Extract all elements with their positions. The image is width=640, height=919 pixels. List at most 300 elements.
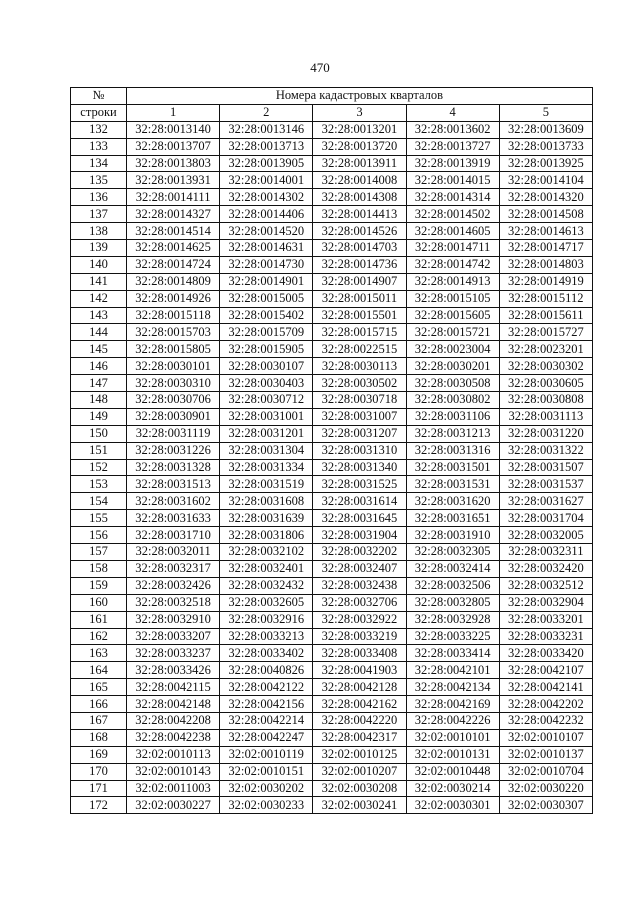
row-number-cell: 140 [71, 256, 127, 273]
table-row [71, 223, 593, 240]
cadastral-number-cell: 32:28:0031507 [499, 459, 592, 476]
cadastral-number-cell: 32:28:0030508 [406, 375, 499, 392]
cadastral-number-cell: 32:28:0031007 [313, 408, 406, 425]
table-row [71, 290, 593, 307]
cadastral-number-cell: 32:28:0032506 [406, 577, 499, 594]
cadastral-number-cell: 32:28:0031001 [220, 408, 313, 425]
cadastral-number-cell: 32:28:0031513 [127, 476, 220, 493]
table-row [71, 172, 593, 189]
row-number-cell: 145 [71, 341, 127, 358]
cadastral-number-cell: 32:02:0030208 [313, 780, 406, 797]
cadastral-number-cell: 32:02:0010143 [127, 763, 220, 780]
table-row [71, 307, 593, 324]
column-number: 1 [127, 104, 220, 121]
cadastral-number-cell: 32:28:0042247 [220, 729, 313, 746]
table-row [71, 527, 593, 544]
row-number-cell: 164 [71, 662, 127, 679]
table-row [71, 763, 593, 780]
cadastral-number-cell: 32:02:0030307 [499, 797, 592, 814]
cadastral-number-cell: 32:28:0014001 [220, 172, 313, 189]
cadastral-number-cell: 32:28:0014809 [127, 273, 220, 290]
cadastral-number-cell: 32:28:0031501 [406, 459, 499, 476]
table-row [71, 611, 593, 628]
cadastral-number-cell: 32:28:0015703 [127, 324, 220, 341]
table-row [71, 476, 593, 493]
cadastral-number-cell: 32:28:0033231 [499, 628, 592, 645]
table-row [71, 459, 593, 476]
cadastral-number-cell: 32:28:0014406 [220, 206, 313, 223]
table-row [71, 594, 593, 611]
table-row [71, 560, 593, 577]
cadastral-number-cell: 32:28:0042156 [220, 696, 313, 713]
cadastral-number-cell: 32:28:0014901 [220, 273, 313, 290]
cadastral-number-cell: 32:02:0030214 [406, 780, 499, 797]
cadastral-number-cell: 32:28:0032432 [220, 577, 313, 594]
cadastral-number-cell: 32:28:0033207 [127, 628, 220, 645]
cadastral-number-cell: 32:28:0042208 [127, 712, 220, 729]
cadastral-number-cell: 32:28:0015715 [313, 324, 406, 341]
header-group: Номера кадастровых кварталов [127, 88, 593, 105]
cadastral-number-cell: 32:28:0032407 [313, 560, 406, 577]
table-row [71, 797, 593, 814]
cadastral-number-cell: 32:28:0030901 [127, 408, 220, 425]
cadastral-number-cell: 32:28:0031119 [127, 425, 220, 442]
cadastral-number-cell: 32:28:0014742 [406, 256, 499, 273]
cadastral-number-cell: 32:28:0015112 [499, 290, 592, 307]
table-row [71, 577, 593, 594]
cadastral-number-cell: 32:28:0032420 [499, 560, 592, 577]
cadastral-number-cell: 32:02:0010704 [499, 763, 592, 780]
table-row [71, 712, 593, 729]
cadastral-number-cell: 32:02:0010131 [406, 746, 499, 763]
row-number-cell: 154 [71, 493, 127, 510]
cadastral-number-cell: 32:28:0013720 [313, 138, 406, 155]
cadastral-number-cell: 32:02:0030233 [220, 797, 313, 814]
cadastral-number-cell: 32:28:0031710 [127, 527, 220, 544]
table-row [71, 189, 593, 206]
table-row [71, 442, 593, 459]
cadastral-number-cell: 32:28:0013905 [220, 155, 313, 172]
cadastral-number-cell: 32:28:0014015 [406, 172, 499, 189]
table-row [71, 729, 593, 746]
cadastral-number-cell: 32:28:0042107 [499, 662, 592, 679]
cadastral-number-cell: 32:28:0030808 [499, 392, 592, 409]
cadastral-number-cell: 32:28:0031602 [127, 493, 220, 510]
row-number-cell: 134 [71, 155, 127, 172]
row-number-cell: 139 [71, 240, 127, 257]
cadastral-number-cell: 32:28:0015605 [406, 307, 499, 324]
cadastral-number-cell: 32:28:0015709 [220, 324, 313, 341]
cadastral-number-cell: 32:28:0031328 [127, 459, 220, 476]
cadastral-number-cell: 32:28:0033213 [220, 628, 313, 645]
cadastral-number-cell: 32:28:0015402 [220, 307, 313, 324]
cadastral-number-cell: 32:28:0032706 [313, 594, 406, 611]
row-number-cell: 163 [71, 645, 127, 662]
row-number-cell: 167 [71, 712, 127, 729]
table-row [71, 746, 593, 763]
cadastral-number-cell: 32:28:0042214 [220, 712, 313, 729]
row-number-cell: 168 [71, 729, 127, 746]
cadastral-number-cell: 32:02:0010107 [499, 729, 592, 746]
cadastral-number-cell: 32:28:0015011 [313, 290, 406, 307]
row-number-cell: 133 [71, 138, 127, 155]
cadastral-number-cell: 32:28:0031525 [313, 476, 406, 493]
cadastral-number-cell: 32:28:0015727 [499, 324, 592, 341]
row-number-cell: 150 [71, 425, 127, 442]
row-number-cell: 172 [71, 797, 127, 814]
cadastral-number-cell: 32:28:0032928 [406, 611, 499, 628]
cadastral-number-cell: 32:28:0014613 [499, 223, 592, 240]
cadastral-number-cell: 32:28:0031226 [127, 442, 220, 459]
cadastral-number-cell: 32:28:0042220 [313, 712, 406, 729]
cadastral-number-cell: 32:28:0030605 [499, 375, 592, 392]
cadastral-number-cell: 32:28:0031645 [313, 510, 406, 527]
cadastral-number-cell: 32:28:0032922 [313, 611, 406, 628]
column-number: 3 [313, 104, 406, 121]
cadastral-number-cell: 32:28:0042134 [406, 679, 499, 696]
cadastral-number-cell: 32:28:0042238 [127, 729, 220, 746]
cadastral-number-cell: 32:28:0014605 [406, 223, 499, 240]
cadastral-number-cell: 32:28:0032102 [220, 544, 313, 561]
cadastral-number-cell: 32:28:0014926 [127, 290, 220, 307]
row-number-cell: 137 [71, 206, 127, 223]
table-row [71, 273, 593, 290]
row-number-cell: 146 [71, 358, 127, 375]
cadastral-number-cell: 32:28:0023004 [406, 341, 499, 358]
cadastral-number-cell: 32:28:0031904 [313, 527, 406, 544]
cadastral-number-cell: 32:02:0010207 [313, 763, 406, 780]
cadastral-number-cell: 32:28:0014625 [127, 240, 220, 257]
cadastral-number-cell: 32:28:0014308 [313, 189, 406, 206]
row-number-cell: 162 [71, 628, 127, 645]
table-row [71, 662, 593, 679]
cadastral-number-cell: 32:28:0032512 [499, 577, 592, 594]
cadastral-number-cell: 32:28:0014803 [499, 256, 592, 273]
cadastral-number-cell: 32:28:0014703 [313, 240, 406, 257]
cadastral-number-cell: 32:28:0013911 [313, 155, 406, 172]
table-row [71, 375, 593, 392]
cadastral-number-cell: 32:28:0031220 [499, 425, 592, 442]
table-row [71, 544, 593, 561]
table-row [71, 510, 593, 527]
table-row [71, 256, 593, 273]
row-number-cell: 132 [71, 121, 127, 138]
cadastral-number-cell: 32:28:0022515 [313, 341, 406, 358]
cadastral-number-cell: 32:28:0013727 [406, 138, 499, 155]
cadastral-number-cell: 32:28:0014730 [220, 256, 313, 273]
table-row [71, 679, 593, 696]
cadastral-number-cell: 32:28:0031704 [499, 510, 592, 527]
cadastral-number-cell: 32:28:0014913 [406, 273, 499, 290]
cadastral-number-cell: 32:28:0032305 [406, 544, 499, 561]
row-number-cell: 138 [71, 223, 127, 240]
cadastral-number-cell: 32:28:0031304 [220, 442, 313, 459]
cadastral-number-cell: 32:28:0031310 [313, 442, 406, 459]
cadastral-number-cell: 32:28:0014008 [313, 172, 406, 189]
cadastral-number-cell: 32:28:0013925 [499, 155, 592, 172]
cadastral-number-cell: 32:02:0010137 [499, 746, 592, 763]
cadastral-number-cell: 32:28:0042122 [220, 679, 313, 696]
cadastral-number-cell: 32:28:0030302 [499, 358, 592, 375]
cadastral-number-cell: 32:28:0013803 [127, 155, 220, 172]
row-number-cell: 171 [71, 780, 127, 797]
cadastral-number-cell: 32:28:0032805 [406, 594, 499, 611]
cadastral-number-cell: 32:28:0032202 [313, 544, 406, 561]
cadastral-number-cell: 32:28:0014514 [127, 223, 220, 240]
cadastral-number-cell: 32:28:0015105 [406, 290, 499, 307]
cadastral-number-cell: 32:28:0013201 [313, 121, 406, 138]
row-number-cell: 135 [71, 172, 127, 189]
header-no: № [71, 88, 127, 105]
table-row [71, 240, 593, 257]
cadastral-number-cell: 32:28:0015721 [406, 324, 499, 341]
table-row [71, 155, 593, 172]
cadastral-number-cell: 32:28:0042162 [313, 696, 406, 713]
cadastral-number-cell: 32:28:0031334 [220, 459, 313, 476]
cadastral-number-cell: 32:02:0010101 [406, 729, 499, 746]
cadastral-number-cell: 32:28:0042232 [499, 712, 592, 729]
row-number-cell: 158 [71, 560, 127, 577]
cadastral-number-cell: 32:28:0031113 [499, 408, 592, 425]
cadastral-number-cell: 32:28:0033420 [499, 645, 592, 662]
cadastral-number-cell: 32:28:0014413 [313, 206, 406, 223]
cadastral-number-cell: 32:28:0014711 [406, 240, 499, 257]
row-number-cell: 144 [71, 324, 127, 341]
cadastral-number-cell: 32:28:0014104 [499, 172, 592, 189]
cadastral-number-cell: 32:28:0032426 [127, 577, 220, 594]
table-body [71, 121, 593, 814]
cadastral-number-cell: 32:28:0032910 [127, 611, 220, 628]
cadastral-number-cell: 32:28:0014314 [406, 189, 499, 206]
row-number-cell: 136 [71, 189, 127, 206]
cadastral-number-cell: 32:28:0042128 [313, 679, 406, 696]
row-number-cell: 142 [71, 290, 127, 307]
cadastral-number-cell: 32:02:0030227 [127, 797, 220, 814]
cadastral-number-cell: 32:28:0030718 [313, 392, 406, 409]
cadastral-number-cell: 32:02:0030301 [406, 797, 499, 814]
cadastral-number-cell: 32:28:0014111 [127, 189, 220, 206]
cadastral-number-cell: 32:28:0030113 [313, 358, 406, 375]
cadastral-number-cell: 32:28:0033408 [313, 645, 406, 662]
cadastral-number-cell: 32:28:0031614 [313, 493, 406, 510]
table-row [71, 780, 593, 797]
cadastral-number-cell: 32:28:0031106 [406, 408, 499, 425]
table-row [71, 206, 593, 223]
cadastral-number-cell: 32:28:0033402 [220, 645, 313, 662]
cadastral-number-cell: 32:28:0014907 [313, 273, 406, 290]
cadastral-number-cell: 32:28:0032005 [499, 527, 592, 544]
row-number-cell: 149 [71, 408, 127, 425]
cadastral-number-cell: 32:28:0030712 [220, 392, 313, 409]
cadastral-number-cell: 32:28:0042317 [313, 729, 406, 746]
cadastral-number-cell: 32:28:0023201 [499, 341, 592, 358]
cadastral-number-cell: 32:28:0031633 [127, 510, 220, 527]
cadastral-number-cell: 32:02:0010119 [220, 746, 313, 763]
cadastral-number-cell: 32:28:0031627 [499, 493, 592, 510]
cadastral-number-cell: 32:02:0011003 [127, 780, 220, 797]
cadastral-number-cell: 32:28:0013733 [499, 138, 592, 155]
cadastral-number-cell: 32:28:0014919 [499, 273, 592, 290]
cadastral-number-cell: 32:28:0013602 [406, 121, 499, 138]
cadastral-number-cell: 32:28:0014327 [127, 206, 220, 223]
cadastral-number-cell: 32:28:0031651 [406, 510, 499, 527]
cadastral-number-cell: 32:28:0031213 [406, 425, 499, 442]
cadastral-number-cell: 32:28:0014526 [313, 223, 406, 240]
cadastral-number-cell: 32:28:0030201 [406, 358, 499, 375]
cadastral-number-cell: 32:28:0042141 [499, 679, 592, 696]
header-row-top [71, 88, 593, 105]
row-number-cell: 161 [71, 611, 127, 628]
row-number-cell: 147 [71, 375, 127, 392]
cadastral-number-cell: 32:28:0015118 [127, 307, 220, 324]
cadastral-number-cell: 32:28:0014508 [499, 206, 592, 223]
cadastral-number-cell: 32:28:0013713 [220, 138, 313, 155]
row-number-cell: 170 [71, 763, 127, 780]
cadastral-table [70, 87, 593, 814]
cadastral-number-cell: 32:28:0033219 [313, 628, 406, 645]
row-number-cell: 143 [71, 307, 127, 324]
cadastral-number-cell: 32:28:0042169 [406, 696, 499, 713]
column-number: 5 [499, 104, 592, 121]
table-row [71, 493, 593, 510]
cadastral-number-cell: 32:28:0031910 [406, 527, 499, 544]
cadastral-number-cell: 32:28:0032605 [220, 594, 313, 611]
row-number-cell: 160 [71, 594, 127, 611]
cadastral-number-cell: 32:28:0033237 [127, 645, 220, 662]
cadastral-number-cell: 32:28:0014502 [406, 206, 499, 223]
page-number: 470 [310, 60, 330, 75]
cadastral-number-cell: 32:28:0014320 [499, 189, 592, 206]
row-number-cell: 156 [71, 527, 127, 544]
cadastral-number-cell: 32:28:0015611 [499, 307, 592, 324]
cadastral-number-cell: 32:28:0030502 [313, 375, 406, 392]
cadastral-number-cell: 32:28:0042101 [406, 662, 499, 679]
cadastral-number-cell: 32:28:0031537 [499, 476, 592, 493]
cadastral-number-cell: 32:28:0013931 [127, 172, 220, 189]
table-row [71, 696, 593, 713]
cadastral-number-cell: 32:28:0031201 [220, 425, 313, 442]
cadastral-number-cell: 32:28:0030101 [127, 358, 220, 375]
row-number-cell: 169 [71, 746, 127, 763]
cadastral-number-cell: 32:28:0031322 [499, 442, 592, 459]
cadastral-number-cell: 32:28:0031620 [406, 493, 499, 510]
cadastral-number-cell: 32:28:0041903 [313, 662, 406, 679]
cadastral-number-cell: 32:28:0032904 [499, 594, 592, 611]
cadastral-number-cell: 32:02:0010125 [313, 746, 406, 763]
table-row [71, 324, 593, 341]
column-number: 2 [220, 104, 313, 121]
cadastral-number-cell: 32:28:0015501 [313, 307, 406, 324]
cadastral-number-cell: 32:28:0032414 [406, 560, 499, 577]
row-number-cell: 155 [71, 510, 127, 527]
cadastral-number-cell: 32:28:0032916 [220, 611, 313, 628]
row-number-cell: 141 [71, 273, 127, 290]
cadastral-number-cell: 32:28:0030802 [406, 392, 499, 409]
cadastral-number-cell: 32:28:0031531 [406, 476, 499, 493]
cadastral-number-cell: 32:28:0040826 [220, 662, 313, 679]
cadastral-number-cell: 32:28:0032311 [499, 544, 592, 561]
cadastral-number-cell: 32:02:0010448 [406, 763, 499, 780]
cadastral-number-cell: 32:28:0030706 [127, 392, 220, 409]
cadastral-number-cell: 32:28:0031608 [220, 493, 313, 510]
cadastral-number-cell: 32:28:0014302 [220, 189, 313, 206]
cadastral-number-cell: 32:28:0031806 [220, 527, 313, 544]
cadastral-number-cell: 32:28:0031316 [406, 442, 499, 459]
cadastral-number-cell: 32:28:0031340 [313, 459, 406, 476]
row-number-cell: 166 [71, 696, 127, 713]
cadastral-number-cell: 32:28:0042148 [127, 696, 220, 713]
cadastral-number-cell: 32:28:0030403 [220, 375, 313, 392]
cadastral-number-cell: 32:28:0015905 [220, 341, 313, 358]
cadastral-number-cell: 32:28:0033414 [406, 645, 499, 662]
cadastral-number-cell: 32:28:0014724 [127, 256, 220, 273]
row-number-cell: 165 [71, 679, 127, 696]
cadastral-number-cell: 32:02:0010151 [220, 763, 313, 780]
cadastral-number-cell: 32:28:0032401 [220, 560, 313, 577]
cadastral-number-cell: 32:28:0013140 [127, 121, 220, 138]
cadastral-number-cell: 32:28:0031639 [220, 510, 313, 527]
cadastral-number-cell: 32:02:0030241 [313, 797, 406, 814]
cadastral-number-cell: 32:28:0013609 [499, 121, 592, 138]
row-number-cell: 148 [71, 392, 127, 409]
cadastral-number-cell: 32:28:0015805 [127, 341, 220, 358]
cadastral-number-cell: 32:02:0030202 [220, 780, 313, 797]
cadastral-number-cell: 32:28:0031207 [313, 425, 406, 442]
row-number-cell: 153 [71, 476, 127, 493]
table-row [71, 138, 593, 155]
cadastral-number-cell: 32:02:0010113 [127, 746, 220, 763]
cadastral-number-cell: 32:28:0033201 [499, 611, 592, 628]
cadastral-number-cell: 32:28:0042115 [127, 679, 220, 696]
cadastral-number-cell: 32:28:0014736 [313, 256, 406, 273]
cadastral-number-cell: 32:28:0014520 [220, 223, 313, 240]
cadastral-number-cell: 32:28:0042226 [406, 712, 499, 729]
cadastral-number-cell: 32:28:0030310 [127, 375, 220, 392]
table-row [71, 645, 593, 662]
cadastral-number-cell: 32:02:0030220 [499, 780, 592, 797]
cadastral-number-cell: 32:28:0032438 [313, 577, 406, 594]
header-rows: строки [71, 104, 127, 121]
cadastral-number-cell: 32:28:0032317 [127, 560, 220, 577]
table-row [71, 425, 593, 442]
cadastral-number-cell: 32:28:0014631 [220, 240, 313, 257]
table-row [71, 392, 593, 409]
cadastral-number-cell: 32:28:0032011 [127, 544, 220, 561]
cadastral-number-cell: 32:28:0033426 [127, 662, 220, 679]
cadastral-number-cell: 32:28:0033225 [406, 628, 499, 645]
table-row [71, 341, 593, 358]
row-number-cell: 151 [71, 442, 127, 459]
header-row-bottom [71, 104, 593, 121]
cadastral-number-cell: 32:28:0013707 [127, 138, 220, 155]
cadastral-number-cell: 32:28:0032518 [127, 594, 220, 611]
cadastral-number-cell: 32:28:0031519 [220, 476, 313, 493]
table-row [71, 628, 593, 645]
cadastral-number-cell: 32:28:0014717 [499, 240, 592, 257]
column-number: 4 [406, 104, 499, 121]
cadastral-number-cell: 32:28:0042202 [499, 696, 592, 713]
cadastral-number-cell: 32:28:0013146 [220, 121, 313, 138]
row-number-cell: 152 [71, 459, 127, 476]
row-number-cell: 159 [71, 577, 127, 594]
cadastral-number-cell: 32:28:0015005 [220, 290, 313, 307]
table-row [71, 358, 593, 375]
table-row [71, 408, 593, 425]
cadastral-number-cell: 32:28:0013919 [406, 155, 499, 172]
cadastral-number-cell: 32:28:0030107 [220, 358, 313, 375]
row-number-cell: 157 [71, 544, 127, 561]
table-row [71, 121, 593, 138]
